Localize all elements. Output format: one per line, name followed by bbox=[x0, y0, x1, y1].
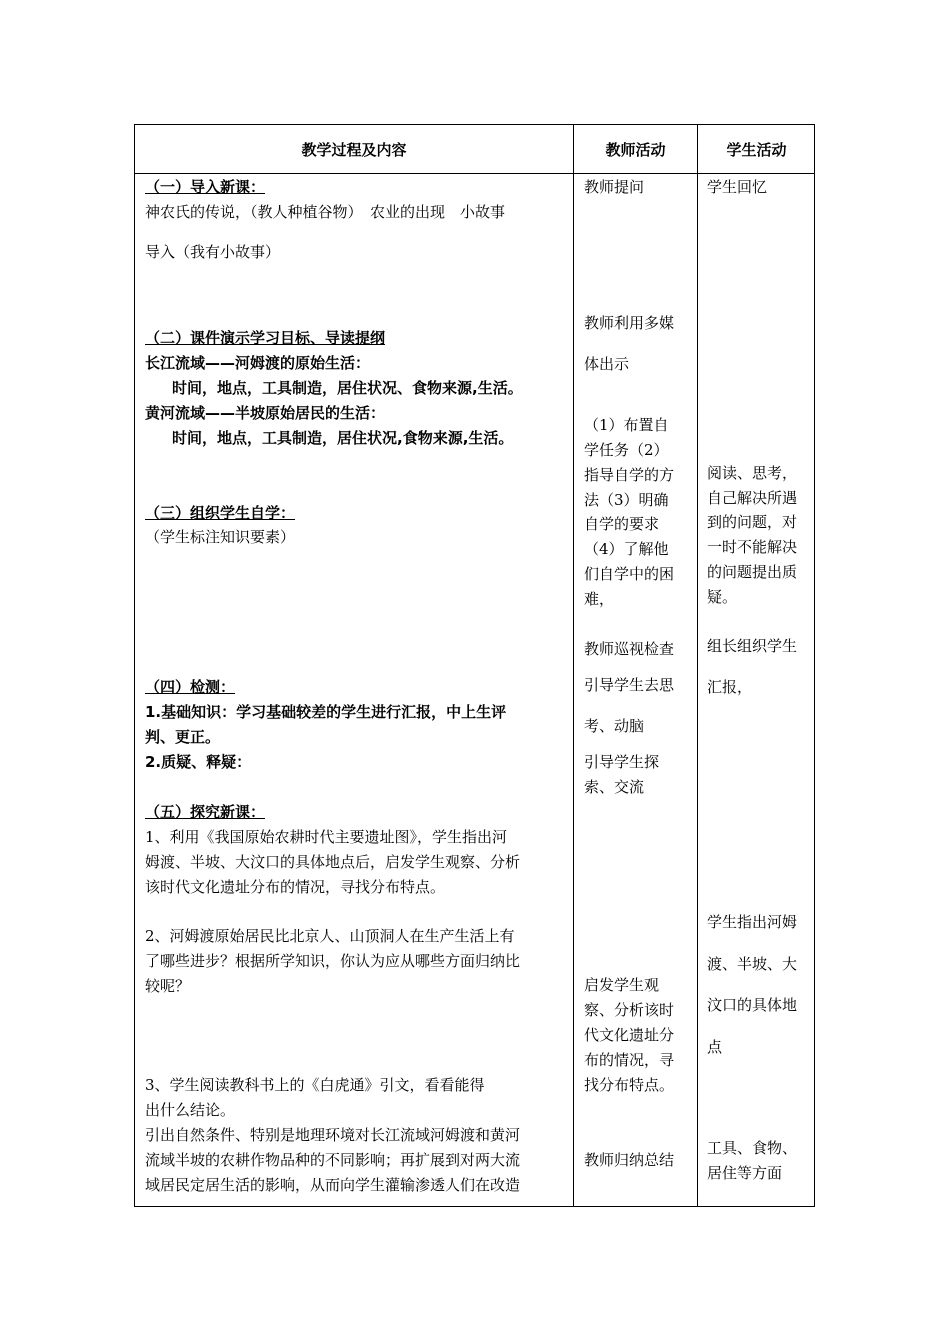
teacher-text: （1）布置自 bbox=[584, 416, 669, 434]
teacher-text: 引导学生去思 bbox=[584, 676, 675, 694]
student-text: 渡、半坡、大 bbox=[707, 955, 798, 973]
student-text: 居住等方面 bbox=[707, 1164, 783, 1182]
header-teacher-activity: 教师活动 bbox=[605, 140, 666, 159]
text-line: 黄河流域——半坡原始居民的生活： bbox=[145, 404, 386, 422]
student-text: 工具、食物、 bbox=[707, 1139, 798, 1157]
text-line: 引出自然条件、特别是地理环境对长江流域河姆渡和黄河 bbox=[145, 1126, 521, 1144]
text-line: 域居民定居生活的影响，从而向学生灌输渗透人们在改造 bbox=[145, 1176, 521, 1194]
teacher-text: 难， bbox=[584, 590, 615, 608]
header-process-content: 教学过程及内容 bbox=[301, 140, 407, 159]
teacher-text: 代文化遗址分 bbox=[584, 1026, 675, 1044]
text-line: 2.质疑、释疑： bbox=[145, 753, 252, 771]
teacher-text: 考、动脑 bbox=[584, 717, 645, 735]
column-divider bbox=[697, 125, 698, 1206]
text-line: 1、利用《我国原始农耕时代主要遗址图》，学生指出河 bbox=[145, 828, 508, 846]
teacher-text: 教师巡视检查 bbox=[584, 640, 675, 658]
text-line: 时间，地点，工具制造，居住状况、食物来源,生活。 bbox=[172, 379, 523, 397]
student-text: 的问题提出质 bbox=[707, 563, 798, 581]
text-line: 了哪些进步？根据所学知识，你认为应从哪些方面归纳比 bbox=[145, 952, 521, 970]
student-text: 一时不能解决 bbox=[707, 538, 798, 556]
student-text: 汇报， bbox=[707, 678, 753, 696]
teacher-text: 学任务（2） bbox=[584, 441, 669, 459]
text-line: 3、学生阅读教科书上的《白虎通》引文，看看能得 bbox=[145, 1076, 485, 1094]
teacher-text: （4）了解他 bbox=[584, 540, 669, 558]
text-line: 2、河姆渡原始居民比北京人、山顶洞人在生产生活上有 bbox=[145, 927, 515, 945]
teacher-text: 指导自学的方 bbox=[584, 466, 675, 484]
student-text: 到的问题，对 bbox=[707, 513, 798, 531]
teacher-text: 教师归纳总结 bbox=[584, 1151, 675, 1169]
header-divider bbox=[135, 173, 814, 174]
student-text: 学生指出河姆 bbox=[707, 913, 798, 931]
student-text: 组长组织学生 bbox=[707, 637, 798, 655]
student-text: 点 bbox=[707, 1038, 723, 1056]
section-5-title: （五）探究新课： bbox=[145, 803, 266, 821]
text-line: 流域半坡的农耕作物品种的不同影响；再扩展到对两大流 bbox=[145, 1151, 521, 1169]
text-line: 神农氏的传说，（教人种植谷物） 农业的出现 小故事 bbox=[145, 203, 506, 221]
column-divider bbox=[573, 125, 574, 1206]
section-4-title: （四）检测： bbox=[145, 678, 236, 696]
teacher-text: 法（3）明确 bbox=[584, 491, 669, 509]
text-line: 较呢？ bbox=[145, 977, 191, 995]
teacher-text: 布的情况，寻 bbox=[584, 1051, 675, 1069]
teacher-text: 们自学中的困 bbox=[584, 565, 675, 583]
teacher-text: 引导学生探 bbox=[584, 753, 660, 771]
text-line: 判、更正。 bbox=[145, 728, 221, 746]
teacher-text: 教师利用多媒 bbox=[584, 314, 675, 332]
student-text: 学生回忆 bbox=[707, 178, 768, 196]
header-student-activity: 学生活动 bbox=[726, 140, 787, 159]
teacher-text: 教师提问 bbox=[584, 178, 645, 196]
teacher-text: 启发学生观 bbox=[584, 976, 660, 994]
section-2-title: （二）课件演示学习目标、导读提纲 bbox=[145, 329, 386, 347]
text-line: （学生标注知识要素） bbox=[145, 528, 296, 546]
teacher-text: 察、分析该时 bbox=[584, 1001, 675, 1019]
student-text: 疑。 bbox=[707, 588, 738, 606]
teacher-text: 体出示 bbox=[584, 355, 630, 373]
teacher-text: 索、交流 bbox=[584, 778, 645, 796]
text-line: 导入（我有小故事） bbox=[145, 243, 281, 261]
teacher-text: 自学的要求 bbox=[584, 515, 660, 533]
student-text: 自己解决所遇 bbox=[707, 489, 798, 507]
teacher-text: 找分布特点。 bbox=[584, 1076, 675, 1094]
text-line: 1.基础知识：学习基础较差的学生进行汇报，中上生评 bbox=[145, 703, 507, 721]
section-3-title: （三）组织学生自学： bbox=[145, 504, 296, 522]
text-line: 时间，地点，工具制造，居住状况,食物来源,生活。 bbox=[172, 429, 514, 447]
text-line: 长江流域——河姆渡的原始生活： bbox=[145, 354, 371, 372]
text-line: 出什么结论。 bbox=[145, 1101, 236, 1119]
text-line: 姆渡、半坡、大汶口的具体地点后，启发学生观察、分析 bbox=[145, 853, 521, 871]
student-text: 阅读、思考， bbox=[707, 464, 798, 482]
section-1-title: （一）导入新课： bbox=[145, 178, 266, 196]
student-text: 汶口的具体地 bbox=[707, 996, 798, 1014]
text-line: 该时代文化遗址分布的情况，寻找分布特点。 bbox=[145, 878, 446, 896]
